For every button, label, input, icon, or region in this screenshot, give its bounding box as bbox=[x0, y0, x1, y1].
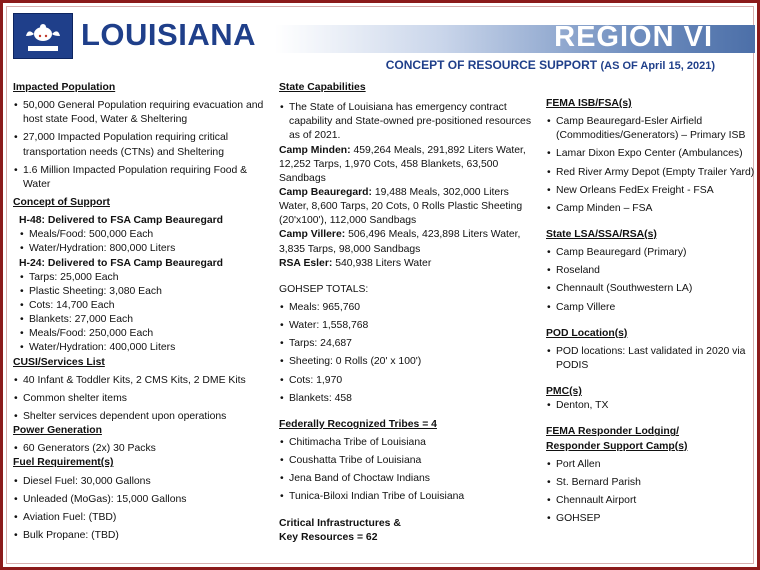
site-name: Camp Villere: bbox=[279, 229, 346, 241]
h24-label: H-24: Delivered to FSA Camp Beauregard bbox=[19, 257, 224, 269]
fema-isb-list bbox=[546, 115, 756, 216]
capability-rsa-esler bbox=[279, 257, 533, 271]
critical-infrastructure-line2: Key Resources = 62 bbox=[279, 531, 378, 543]
h24-list bbox=[13, 271, 265, 356]
list-item: • Aviation Fuel: (TBD) bbox=[13, 511, 265, 525]
site-name: Camp Beauregard: bbox=[279, 186, 372, 198]
fema-isb-heading: FEMA ISB/FSA(s) bbox=[546, 98, 632, 109]
site-text: 459,264 Meals, 291,892 Liters Water, 12,252 Tarps, 1,970 Cots, 458 Blankets, 63,500 Sandbags bbox=[279, 144, 526, 184]
list-item: • Meals/Food: 500,000 Each bbox=[19, 228, 265, 242]
h48-list bbox=[13, 228, 265, 256]
pod-list bbox=[546, 345, 756, 373]
louisiana-state-flag-icon bbox=[13, 13, 73, 59]
impacted-population-heading: Impacted Population bbox=[13, 82, 116, 93]
list-item: • Water/Hydration: 400,000 Liters bbox=[19, 341, 265, 355]
state-capabilities-intro bbox=[279, 101, 533, 143]
state-title: LOUISIANA bbox=[81, 17, 256, 52]
impacted-population-list bbox=[13, 99, 265, 192]
site-text: 506,496 Meals, 423,898 Liters Water, 3,835 Tarps, 98,000 Sandbags bbox=[279, 229, 521, 255]
list-item: • Tarps: 25,000 Each bbox=[19, 271, 265, 285]
list-item: • Red River Army Depot (Empty Trailer Yard) bbox=[546, 166, 756, 180]
site-name: Camp Minden: bbox=[279, 144, 351, 156]
list-item: • Tunica-Biloxi Indian Tribe of Louisiana bbox=[279, 490, 533, 504]
state-lsa-heading: State LSA/SSA/RSA(s) bbox=[546, 228, 657, 240]
list-item: • 50,000 General Population requiring evacuation and host state Food, Water & Sheltering bbox=[13, 99, 265, 127]
pod-heading: POD Location(s) bbox=[546, 327, 628, 339]
cusi-heading: CUSI/Services List bbox=[13, 356, 105, 368]
list-item: • The State of Louisiana has emergency contract capability and State-owned pre-positioned resources as of 2021. bbox=[279, 101, 533, 143]
pmc-heading: PMC(s) bbox=[546, 386, 582, 398]
fema-lodging-heading-line2: Responder Support Camp(s) bbox=[546, 440, 688, 452]
subtitle bbox=[386, 58, 715, 72]
list-item: • Meals: 965,760 bbox=[279, 301, 533, 315]
list-item: • Camp Minden – FSA bbox=[546, 202, 756, 216]
capability-camp-minden bbox=[279, 144, 533, 186]
gohsep-totals-list bbox=[279, 301, 533, 406]
fuel-heading: Fuel Requirement(s) bbox=[13, 457, 114, 469]
list-item: • 60 Generators (2x) 30 Packs bbox=[13, 442, 265, 456]
power-generation-heading: Power Generation bbox=[13, 425, 102, 437]
list-item: • Tarps: 24,687 bbox=[279, 337, 533, 351]
cusi-list bbox=[13, 374, 265, 424]
list-item: • Camp Beauregard (Primary) bbox=[546, 246, 756, 260]
fuel-list bbox=[13, 475, 265, 544]
pmc-list bbox=[546, 399, 756, 413]
list-item: • New Orleans FedEx Freight - FSA bbox=[546, 184, 756, 198]
list-item: • Meals/Food: 250,000 Each bbox=[19, 327, 265, 341]
list-item: • GOHSEP bbox=[546, 512, 756, 526]
list-item: • Blankets: 458 bbox=[279, 392, 533, 406]
list-item: • Denton, TX bbox=[546, 399, 756, 413]
list-item: • Sheeting: 0 Rolls (20' x 100') bbox=[279, 355, 533, 369]
list-item: • Camp Beauregard-Esler Airfield (Commodities/Generators) – Primary ISB bbox=[546, 115, 756, 143]
list-item: • 27,000 Impacted Population requiring critical transportation needs (CTNs) and Sheltering bbox=[13, 131, 265, 159]
list-item: • Jena Band of Choctaw Indians bbox=[279, 472, 533, 486]
site-text: 19,488 Meals, 302,000 Liters Water, 8,600 Tarps, 20 Cots, 0 Rolls Plastic Sheeting (20'x100'), 112,000 Sandbags bbox=[279, 186, 523, 227]
list-item: • Unleaded (MoGas): 15,000 Gallons bbox=[13, 493, 265, 507]
list-item: • Water: 1,558,768 bbox=[279, 319, 533, 333]
capability-camp-beauregard bbox=[279, 186, 533, 228]
power-list bbox=[13, 442, 265, 456]
list-item: • 1.6 Million Impacted Population requiring Food & Water bbox=[13, 164, 265, 192]
tribes-heading: Federally Recognized Tribes = 4 bbox=[279, 418, 437, 430]
list-item: • 40 Infant & Toddler Kits, 2 CMS Kits, 2 DME Kits bbox=[13, 374, 265, 388]
subtitle-date: (AS OF April 15, 2021) bbox=[600, 60, 715, 72]
list-item: • Camp Villere bbox=[546, 301, 756, 315]
list-item: • Common shelter items bbox=[13, 392, 265, 406]
right-column bbox=[546, 97, 756, 526]
region-title: REGION VI bbox=[554, 21, 713, 53]
h48-label: H-48: Delivered to FSA Camp Beauregard bbox=[19, 215, 224, 227]
subtitle-main: CONCEPT OF RESOURCE SUPPORT bbox=[385, 58, 598, 72]
gohsep-totals-heading: GOHSEP TOTALS: bbox=[279, 283, 369, 295]
list-item: • Chitimacha Tribe of Louisiana bbox=[279, 436, 533, 450]
list-item: • Port Allen bbox=[546, 458, 756, 472]
list-item: • Roseland bbox=[546, 264, 756, 278]
middle-column bbox=[279, 81, 533, 545]
concept-of-support-heading: Concept of Support bbox=[13, 196, 110, 208]
capability-camp-villere bbox=[279, 228, 533, 256]
tribes-list bbox=[279, 436, 533, 505]
state-capabilities-heading: State Capabilities bbox=[279, 82, 366, 93]
list-item: • Water/Hydration: 800,000 Liters bbox=[19, 242, 265, 256]
list-item: • Lamar Dixon Expo Center (Ambulances) bbox=[546, 147, 756, 161]
fema-lodging-heading-line1: FEMA Responder Lodging/ bbox=[546, 426, 679, 438]
list-item: • Diesel Fuel: 30,000 Gallons bbox=[13, 475, 265, 489]
list-item: • Cots: 14,700 Each bbox=[19, 299, 265, 313]
list-item: • Plastic Sheeting: 3,080 Each bbox=[19, 285, 265, 299]
critical-infrastructure-line1: Critical Infrastructures & bbox=[279, 517, 401, 529]
fema-lodging-list bbox=[546, 458, 756, 527]
left-column bbox=[13, 81, 265, 543]
site-name: RSA Esler: bbox=[279, 257, 333, 269]
list-item: • Chennault (Southwestern LA) bbox=[546, 282, 756, 296]
state-lsa-list bbox=[546, 246, 756, 315]
list-item: • Blankets: 27,000 Each bbox=[19, 313, 265, 327]
list-item: • Chennault Airport bbox=[546, 494, 756, 508]
list-item: • Cots: 1,970 bbox=[279, 374, 533, 388]
list-item: • Coushatta Tribe of Louisiana bbox=[279, 454, 533, 468]
site-text: 540,938 Liters Water bbox=[332, 257, 432, 269]
list-item: • Bulk Propane: (TBD) bbox=[13, 529, 265, 543]
list-item: • POD locations: Last validated in 2020 via PODIS bbox=[546, 345, 756, 373]
list-item: • St. Bernard Parish bbox=[546, 476, 756, 490]
list-item: • Shelter services dependent upon operations bbox=[13, 410, 265, 424]
